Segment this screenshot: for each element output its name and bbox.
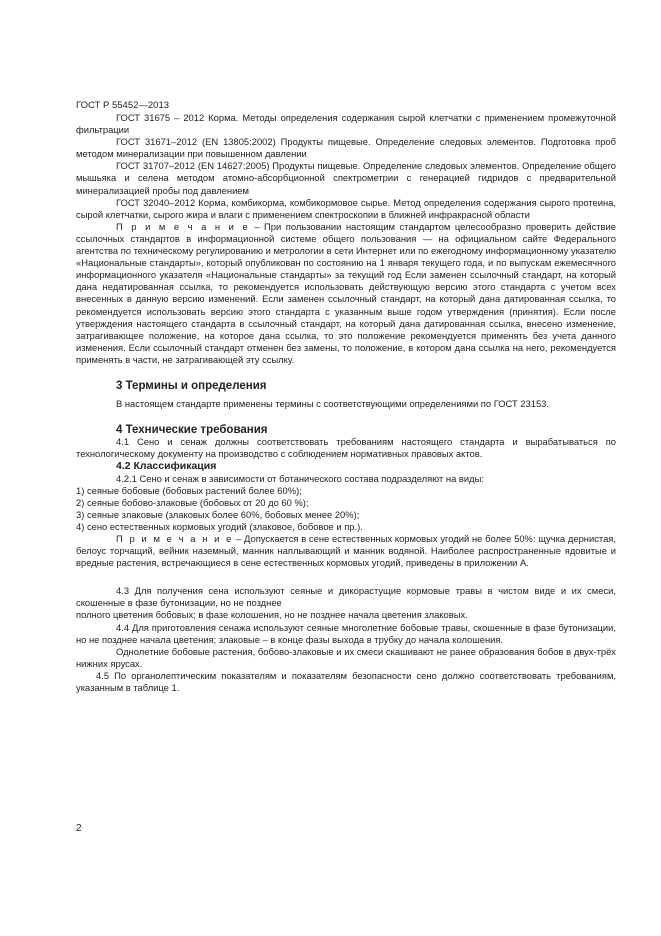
references-note	[76, 221, 616, 366]
page-number: 2	[76, 823, 82, 834]
document-body	[76, 112, 616, 694]
paragraph-4-3-continued: полного цветения бобовых; в фазе колошения, но не позднее начала цветения злаковых.	[76, 609, 468, 621]
list-item: 2) сеяные бобово-злаковые (бобовых от 20 до 60 %);	[76, 496, 309, 508]
reference-gost-32040: ГОСТ 32040–2012 Корма, комбикорма, комбикормовое сырье. Метод определения содержания сырого протеина, сырой клетчатки, сырого жира и влаги с применением спектроскопии в ближней инфракрасной области	[76, 196, 616, 220]
reference-gost-31671: ГОСТ 31671–2012 (EN 13805:2002) Продукты пищевые. Определение следовых элементов. Подготовка проб методом минерализации при повышенном давлении	[76, 136, 616, 160]
list-item: 1) сеяные бобовые (бобовых растений более 60%);	[76, 484, 302, 496]
paragraph-4-5: 4.5 По органолептическим показателям и показателям безопасности сено должно соответствовать требованиям, указанным в таблице 1.	[76, 669, 616, 694]
section-3-text: В настоящем стандарте применены термины с соответствующими определениями по ГОСТ 23153.	[116, 398, 549, 410]
note-label: П р и м е ч а н и е	[116, 533, 234, 544]
reference-gost-31675: ГОСТ 31675 – 2012 Корма. Методы определения содержания сырой клетчатки с применением промежуточной фильтрации	[76, 112, 616, 136]
list-item: 3) сеяные злаковые (злаковых более 60%, бобовых менее 20%);	[76, 508, 360, 520]
note-text: – При пользовании настоящим стандартом целесообразно проверить действие ссылочных стандартов в информационной системе общего пользования — на официальном сайте Федерального агентства по техническому регулированию и метрологии в сети Интернет или по ежегодному информационному указателю «Национальные стандарты», который опубликован по состоянию на 1 января текущего года, и по выпускам ежемесячного информационного указателя «Национальные стандарты» за текущий год Если заменен ссылочный стандарт, на который дана недатированная ссылка, то рекомендуется использовать действующую версию этого стандарта с учетом всех внесенных в данную версию изменений. Если заменен ссылочный стандарт, на который дана датированная ссылка, то рекомендуется использовать версию этого стандарта с указанным выше годом утверждения (принятия). Если после утверждения настоящего стандарта в ссылочный стандарт, на который дана датированная ссылка, внесено изменение, затрагивающее положение, на которое дана ссылка, то это положение рекомендуется применять без учета данного изменения. Если ссылочный стандарт отменен без замены, то положение, в котором дана ссылка на него, рекомендуется применять в части, не затрагивающей эту ссылку.	[76, 220, 616, 365]
section-4-title: 4 Технические требования	[116, 424, 268, 437]
reference-gost-31707: ГОСТ 31707–2012 (EN 14627:2005) Продукты пищевые. Определение следовых элементов. Определение общего мышьяка и селена методом атомно-абсорбционной спектрометрии с генерацией гидридов с предварительной минерализацией пробы под давлением	[76, 160, 616, 196]
subsection-4-2-title: 4.2 Классификация	[116, 460, 217, 473]
paragraph-4-1: 4.1 Сено и сенаж должны соответствовать требованиям настоящего стандарта и вырабатываться по технологическому документу на производство с соблюдением нормативных правовых актов.	[76, 436, 616, 460]
classification-note	[76, 533, 616, 569]
note-label: П р и м е ч а н и е	[116, 220, 250, 232]
paragraph-4-2-1: 4.2.1 Сено и сенаж в зависимости от ботанического состава подразделяют на виды:	[116, 472, 484, 484]
paragraph-4-4: 4.4 Для приготовления сенажа используют сеяные многолетние бобовые травы, скошенные в фазе бутонизации, но не позднее начала цветения; злаковые – в конце фазы выхода в трубку до начала колошения.	[76, 621, 616, 645]
paragraph-4-4-continued: Однолетние бобовые растения, бобово-злаковые и их смеси скашивают не ранее образования бобов в двух-трёх нижних ярусах.	[76, 645, 616, 669]
document-header: ГОСТ Р 55452—2013	[76, 100, 170, 111]
list-item: 4) сено естественных кормовых угодий (злаковое, бобовое и пр.).	[76, 520, 363, 532]
note-text: – Допускается в сене естественных кормовых угодий не более 50%: щучка дернистая, белоус торчащий, вейник наземный, манник наплывающий и манник водяной. Наиболее распространенные ядовитые и вредные растения, встречающиеся в сене естественных кормовых угодий, приведены в приложении А.	[76, 533, 616, 569]
paragraph-4-3: 4.3 Для получения сена используют сеяные и дикорастущие кормовые травы в чистом виде и их смеси, скошенные в фазе бутонизации, но не позднее	[76, 585, 616, 609]
section-3-title: 3 Термины и определения	[116, 379, 267, 392]
